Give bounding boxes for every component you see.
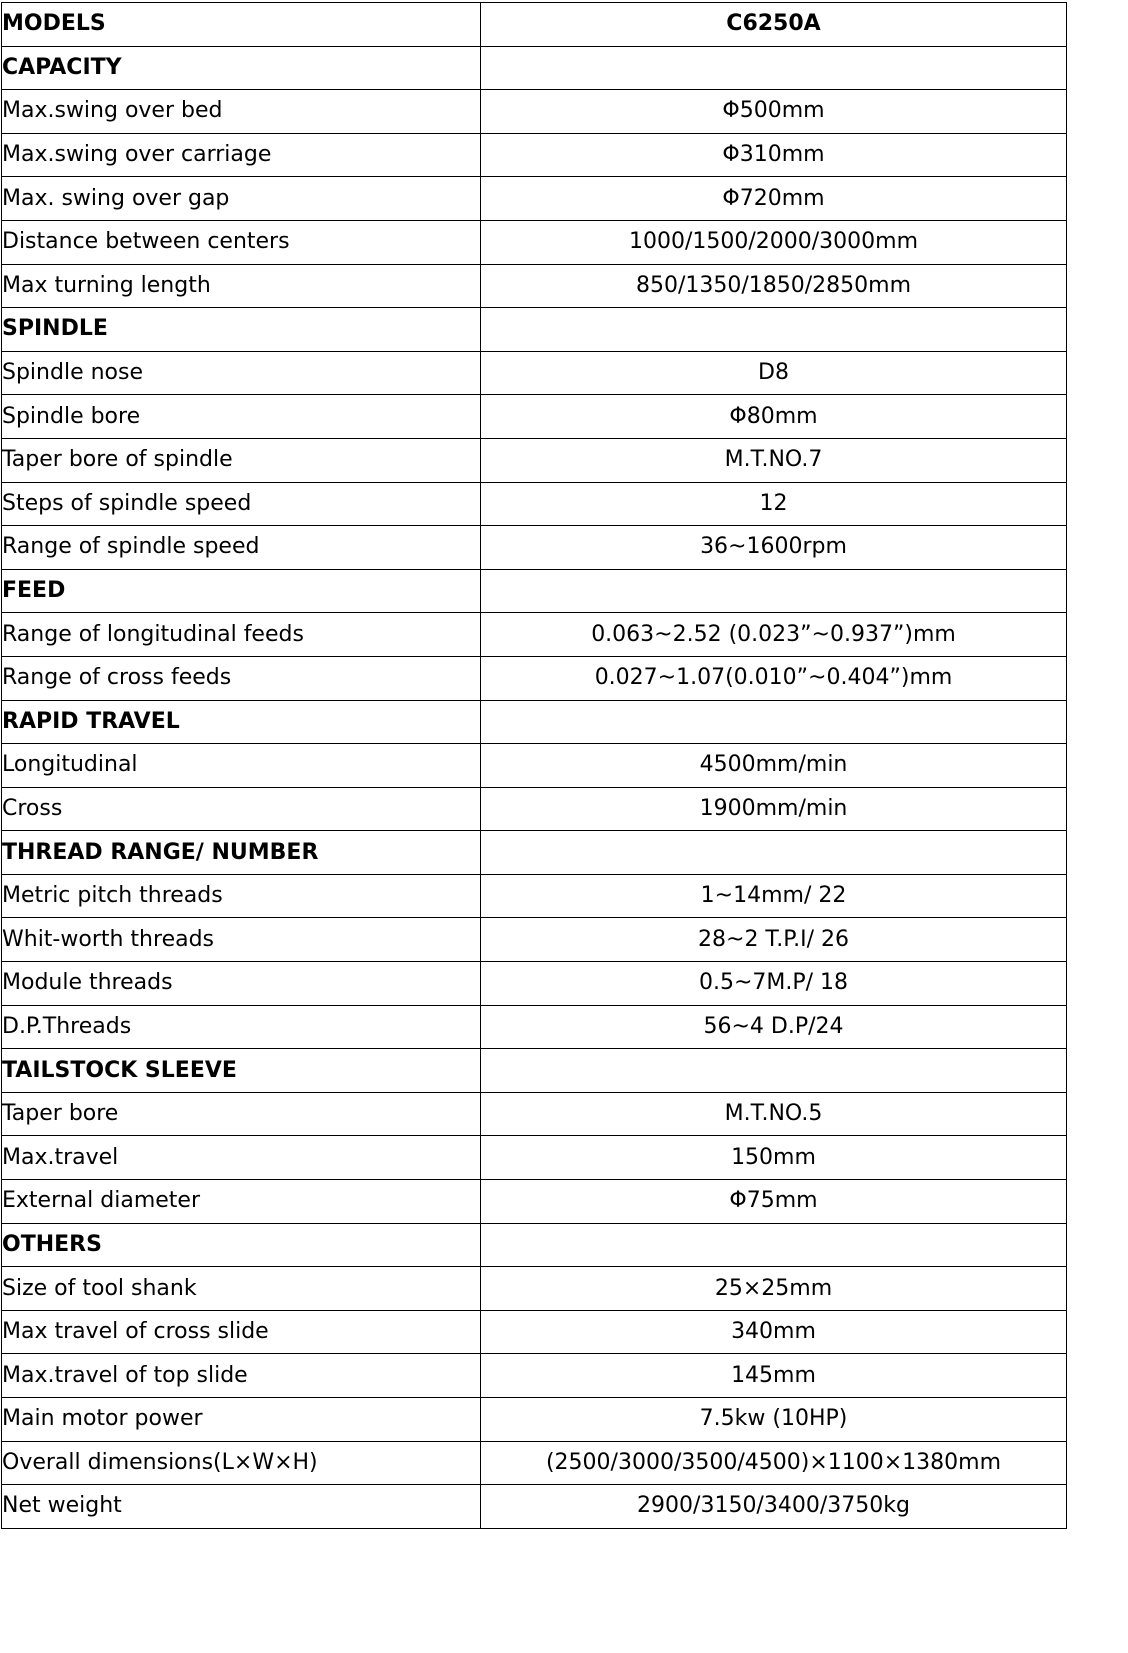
spec-value: D8 [481,351,1067,395]
spec-value: 150mm [481,1136,1067,1180]
spec-label: Distance between centers [2,220,481,264]
spec-value: M.T.NO.5 [481,1092,1067,1136]
spec-label: Steps of spindle speed [2,482,481,526]
spec-row [2,1136,1067,1180]
spec-row [2,1354,1067,1398]
spec-value: M.T.NO.7 [481,438,1067,482]
section-title: RAPID TRAVEL [2,700,481,744]
spec-row [2,264,1067,308]
spec-value: 12 [481,482,1067,526]
model-name-value: C6250A [481,3,1067,47]
spec-label: Max travel of cross slide [2,1310,481,1354]
spec-value: 1000/1500/2000/3000mm [481,220,1067,264]
spec-value: 36~1600rpm [481,526,1067,570]
spec-value: 0.027~1.07(0.010”~0.404”)mm [481,656,1067,700]
spec-row [2,1092,1067,1136]
spec-label: Taper bore [2,1092,481,1136]
spec-row [2,526,1067,570]
spec-value: 1900mm/min [481,787,1067,831]
spec-row [2,133,1067,177]
spec-label: Cross [2,787,481,831]
section-header-row [2,308,1067,352]
spec-label: Overall dimensions(L×W×H) [2,1441,481,1485]
spec-value: 0.5~7M.P/ 18 [481,962,1067,1006]
spec-label: Max turning length [2,264,481,308]
spec-value: Φ500mm [481,90,1067,134]
spec-row [2,744,1067,788]
spec-label: Max. swing over gap [2,177,481,221]
section-title: TAILSTOCK SLEEVE [2,1049,481,1093]
spec-label: Size of tool shank [2,1267,481,1311]
section-empty-cell [481,569,1067,613]
spec-label: Net weight [2,1485,481,1529]
spec-value: 1~14mm/ 22 [481,874,1067,918]
spec-value: 0.063~2.52 (0.023”~0.937”)mm [481,613,1067,657]
spec-value: 56~4 D.P/24 [481,1005,1067,1049]
section-header-row [2,700,1067,744]
spec-label: D.P.Threads [2,1005,481,1049]
spec-row [2,90,1067,134]
spec-label: Spindle nose [2,351,481,395]
spec-value: 340mm [481,1310,1067,1354]
spec-label: Max.travel of top slide [2,1354,481,1398]
spec-value: 850/1350/1850/2850mm [481,264,1067,308]
spec-row [2,1398,1067,1442]
spec-row [2,613,1067,657]
spec-row [2,874,1067,918]
header-row [2,3,1067,47]
spec-value: (2500/3000/3500/4500)×1100×1380mm [481,1441,1067,1485]
spec-row [2,1005,1067,1049]
spec-row [2,656,1067,700]
spec-row [2,1310,1067,1354]
spec-row [2,1485,1067,1529]
spec-label: Spindle bore [2,395,481,439]
section-empty-cell [481,46,1067,90]
section-header-row [2,1223,1067,1267]
spec-value: 145mm [481,1354,1067,1398]
models-header-label: MODELS [2,3,481,47]
section-title: CAPACITY [2,46,481,90]
spec-row [2,395,1067,439]
spec-row [2,351,1067,395]
section-title: THREAD RANGE/ NUMBER [2,831,481,875]
section-header-row [2,569,1067,613]
section-title: OTHERS [2,1223,481,1267]
spec-table [1,2,1067,1529]
spec-row [2,220,1067,264]
section-empty-cell [481,1049,1067,1093]
spec-value: Φ80mm [481,395,1067,439]
section-header-row [2,1049,1067,1093]
spec-label: Range of spindle speed [2,526,481,570]
spec-row [2,482,1067,526]
section-header-row [2,831,1067,875]
spec-label: Metric pitch threads [2,874,481,918]
spec-label: Main motor power [2,1398,481,1442]
spec-label: Max.travel [2,1136,481,1180]
section-empty-cell [481,308,1067,352]
spec-label: Max.swing over carriage [2,133,481,177]
spec-value: 7.5kw (10HP) [481,1398,1067,1442]
section-empty-cell [481,831,1067,875]
spec-row [2,962,1067,1006]
spec-row [2,1267,1067,1311]
spec-label: Range of longitudinal feeds [2,613,481,657]
spec-value: 2900/3150/3400/3750kg [481,1485,1067,1529]
spec-row [2,177,1067,221]
spec-label: Max.swing over bed [2,90,481,134]
spec-table-body [2,3,1067,1529]
section-title: SPINDLE [2,308,481,352]
section-header-row [2,46,1067,90]
spec-row [2,787,1067,831]
spec-value: Φ310mm [481,133,1067,177]
spec-label: External diameter [2,1180,481,1224]
spec-value: 4500mm/min [481,744,1067,788]
spec-label: Range of cross feeds [2,656,481,700]
section-empty-cell [481,1223,1067,1267]
spec-label: Longitudinal [2,744,481,788]
spec-value: Φ720mm [481,177,1067,221]
spec-label: Taper bore of spindle [2,438,481,482]
section-title: FEED [2,569,481,613]
spec-row [2,438,1067,482]
spec-row [2,1441,1067,1485]
spec-value: 25×25mm [481,1267,1067,1311]
spec-value: Φ75mm [481,1180,1067,1224]
spec-label: Module threads [2,962,481,1006]
spec-label: Whit-worth threads [2,918,481,962]
spec-value: 28~2 T.P.I/ 26 [481,918,1067,962]
section-empty-cell [481,700,1067,744]
spec-row [2,1180,1067,1224]
spec-row [2,918,1067,962]
